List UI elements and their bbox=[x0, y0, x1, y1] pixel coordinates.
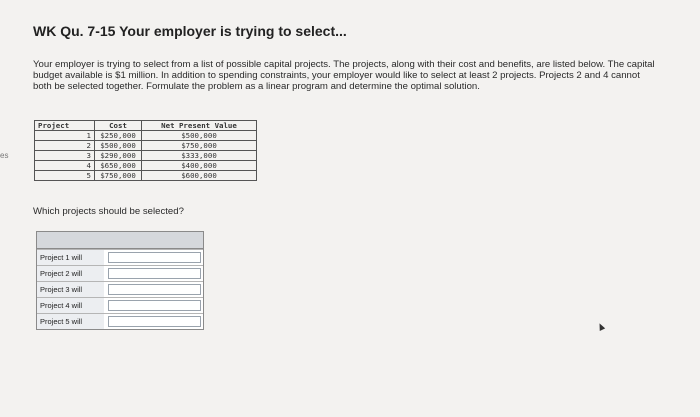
project-2-dropdown[interactable] bbox=[108, 268, 201, 279]
project-npv: $400,000 bbox=[142, 161, 257, 171]
project-cost: $650,000 bbox=[95, 161, 142, 171]
project-5-dropdown[interactable] bbox=[108, 316, 201, 327]
projects-table bbox=[34, 120, 257, 181]
mouse-cursor-icon bbox=[597, 322, 605, 331]
project-number: 1 bbox=[35, 131, 95, 141]
project-number: 4 bbox=[35, 161, 95, 171]
answer-row-project-2 bbox=[37, 265, 203, 281]
project-cost: $500,000 bbox=[95, 141, 142, 151]
project-npv: $500,000 bbox=[142, 131, 257, 141]
answer-row-project-1 bbox=[37, 249, 203, 265]
answer-grid bbox=[36, 231, 204, 330]
header-cost: Cost bbox=[95, 121, 142, 131]
project-4-dropdown[interactable] bbox=[108, 300, 201, 311]
answer-label: Project 3 will bbox=[37, 282, 104, 297]
answer-row-project-5 bbox=[37, 313, 203, 329]
project-number: 5 bbox=[35, 171, 95, 181]
table-row bbox=[35, 151, 257, 161]
sub-question: Which projects should be selected? bbox=[33, 206, 184, 217]
header-npv: Net Present Value bbox=[142, 121, 257, 131]
table-row bbox=[35, 141, 257, 151]
project-1-dropdown[interactable] bbox=[108, 252, 201, 263]
answer-label: Project 1 will bbox=[37, 250, 104, 265]
project-3-dropdown[interactable] bbox=[108, 284, 201, 295]
project-cost: $290,000 bbox=[95, 151, 142, 161]
answer-row-project-3 bbox=[37, 281, 203, 297]
answer-label: Project 4 will bbox=[37, 298, 104, 313]
project-npv: $600,000 bbox=[142, 171, 257, 181]
table-row bbox=[35, 131, 257, 141]
answer-label: Project 2 will bbox=[37, 266, 104, 281]
table-header-row bbox=[35, 121, 257, 131]
problem-statement: Your employer is trying to select from a list of possible capital projects. The projects, along with their cost and benefits, are listed below. The capital budget available is $1 million. In addition to spending constraints, your employer would like to select at least 2 projects. Projects 2 and 4 cannot both be selected together. Formulate the problem as a linear program and determine the optimal solution. bbox=[33, 59, 655, 92]
table-row bbox=[35, 171, 257, 181]
project-cost: $250,000 bbox=[95, 131, 142, 141]
project-npv: $750,000 bbox=[142, 141, 257, 151]
project-cost: $750,000 bbox=[95, 171, 142, 181]
table-row bbox=[35, 161, 257, 171]
answer-label: Project 5 will bbox=[37, 314, 104, 329]
answer-grid-header bbox=[37, 232, 203, 249]
project-npv: $333,000 bbox=[142, 151, 257, 161]
answer-row-project-4 bbox=[37, 297, 203, 313]
project-number: 3 bbox=[35, 151, 95, 161]
header-project: Project bbox=[35, 121, 95, 131]
cut-off-edge-text: es bbox=[0, 151, 9, 160]
question-title: WK Qu. 7-15 Your employer is trying to select... bbox=[33, 23, 347, 39]
project-number: 2 bbox=[35, 141, 95, 151]
